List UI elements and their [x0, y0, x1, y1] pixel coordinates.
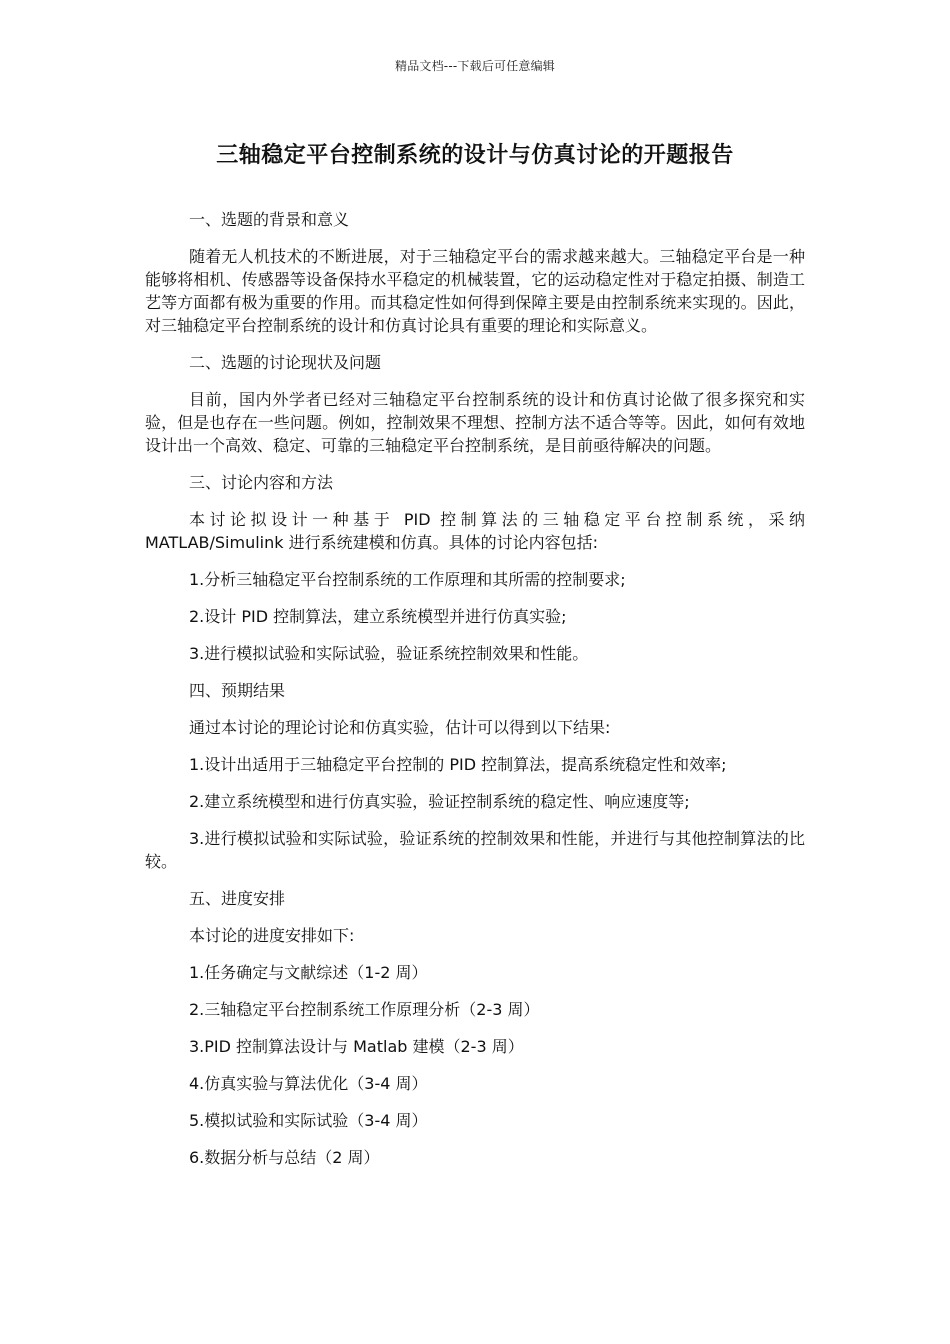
document-body — [145, 208, 805, 1183]
section-paragraph-schedule: 本讨论的进度安排如下: — [189, 926, 355, 945]
list-item: 2.三轴稳定平台控制系统工作原理分析（2-3 周） — [189, 1000, 540, 1019]
section-heading-background: 一、选题的背景和意义 — [189, 210, 350, 229]
section-paragraph-status: 目前，国内外学者已经对三轴稳定平台控制系统的设计和仿真讨论做了很多探究和实验，但是也存在一些问题。例如，控制效果不理想、控制方法不适合等等。因此，如何有效地设计出一个高效、稳定、可靠的三轴稳定平台控制系统，是目前亟待解决的问题。 — [145, 390, 805, 455]
list-item: 1.设计出适用于三轴稳定平台控制的 PID 控制算法，提高系统稳定性和效率; — [189, 755, 727, 774]
section-paragraph-methods: 本讨论拟设计一种基于 PID 控制算法的三轴稳定平台控制系统，采纳 MATLAB/Simulink 进行系统建模和仿真。具体的讨论内容包括: — [145, 510, 805, 552]
header-watermark: 精品文档---下载后可任意编辑 — [395, 59, 555, 73]
section-heading-schedule: 五、进度安排 — [189, 889, 286, 908]
section-heading-methods: 三、讨论内容和方法 — [189, 473, 334, 492]
list-item: 5.模拟试验和实际试验（3-4 周） — [189, 1111, 428, 1130]
list-item: 6.数据分析与总结（2 周） — [189, 1148, 380, 1167]
list-item: 2.设计 PID 控制算法，建立系统模型并进行仿真实验; — [189, 607, 567, 626]
list-item: 4.仿真实验与算法优化（3-4 周） — [189, 1074, 428, 1093]
section-heading-results: 四、预期结果 — [189, 681, 286, 700]
list-item: 3.进行模拟试验和实际试验，验证系统控制效果和性能。 — [189, 644, 589, 663]
section-paragraph-results: 通过本讨论的理论讨论和仿真实验，估计可以得到以下结果: — [189, 718, 611, 737]
list-item: 2.建立系统模型和进行仿真实验，验证控制系统的稳定性、响应速度等; — [189, 792, 690, 811]
section-paragraph-background: 随着无人机技术的不断进展，对于三轴稳定平台的需求越来越大。三轴稳定平台是一种能够将相机、传感器等设备保持水平稳定的机械装置，它的运动稳定性对于稳定拍摄、制造工艺等方面都有极为重要的作用。而其稳定性如何得到保障主要是由控制系统来实现的。因此，对三轴稳定平台控制系统的设计和仿真讨论具有重要的理论和实际意义。 — [145, 247, 805, 335]
section-heading-status: 二、选题的讨论现状及问题 — [189, 353, 382, 372]
list-item: 1.任务确定与文献综述（1-2 周） — [189, 963, 428, 982]
list-item: 3.进行模拟试验和实际试验，验证系统的控制效果和性能，并进行与其他控制算法的比较。 — [145, 829, 805, 871]
document-title: 三轴稳定平台控制系统的设计与仿真讨论的开题报告 — [216, 143, 734, 168]
list-item: 1.分析三轴稳定平台控制系统的工作原理和其所需的控制要求; — [189, 570, 626, 589]
list-item: 3.PID 控制算法设计与 Matlab 建模（2-3 周） — [189, 1037, 524, 1056]
